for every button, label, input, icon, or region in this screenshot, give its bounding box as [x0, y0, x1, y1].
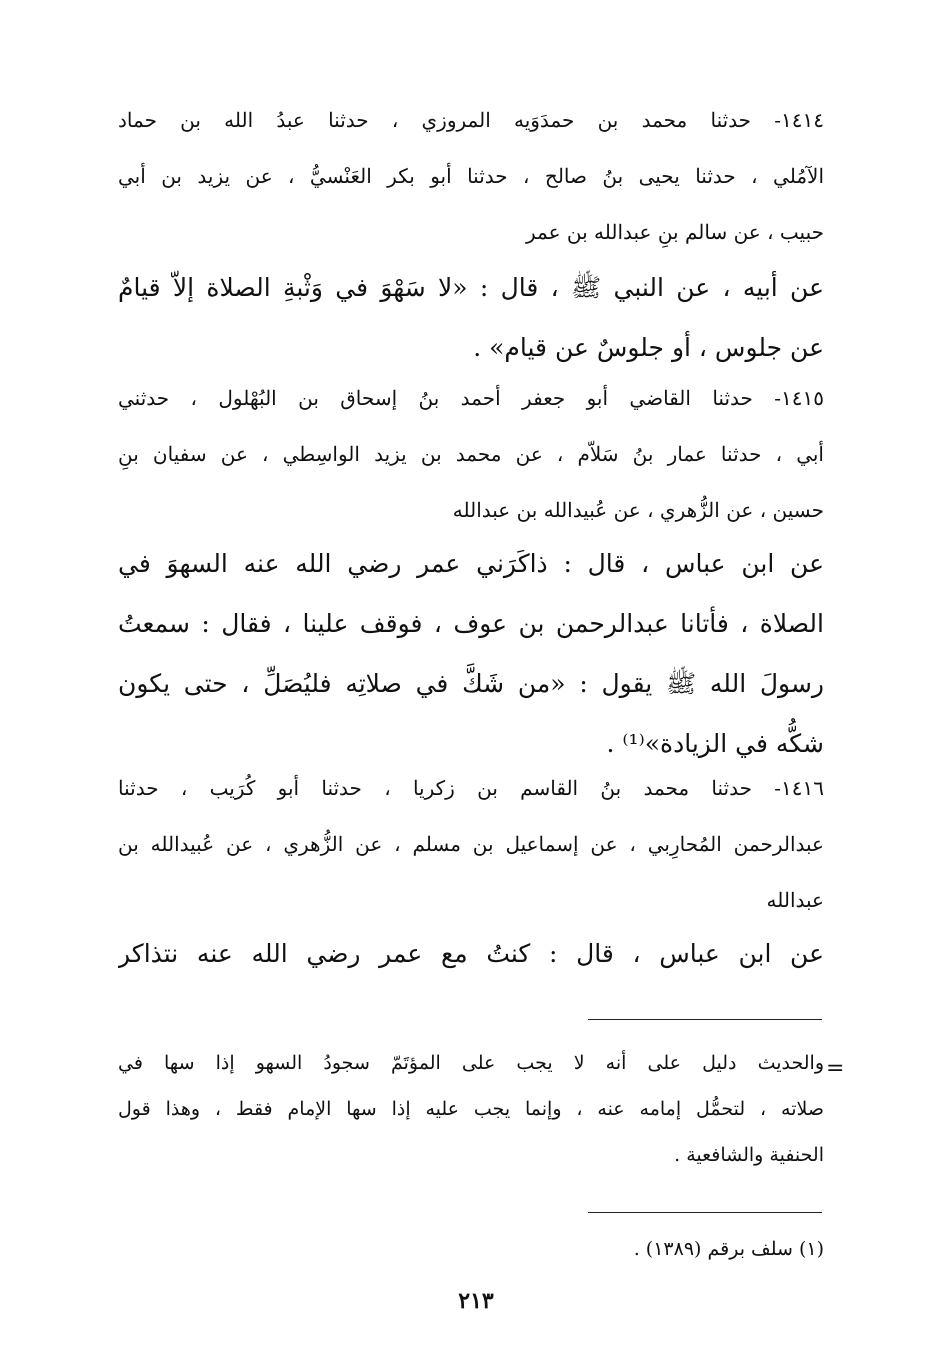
text-line: ١٤١٤- حدثنا محمد بن حمدَوَيه المروزي ، حدثنا عبدُ الله بن حماد [118, 108, 824, 132]
text-line: عن ابن عباس ، قال : كنتُ مع عمر رضي الله عنه نتذاكر [118, 939, 824, 968]
hadith-1415-isnad [118, 370, 824, 538]
page-number: ٢١٣ [458, 1288, 494, 1314]
hadith-1416-matn [118, 924, 824, 984]
footnote [118, 1226, 824, 1272]
text-line: الآمُلي ، حدثنا يحيى بنُ صالح ، حدثنا أبو بكر العَنْسيُّ ، عن يزيد بن أبي [118, 164, 824, 188]
text-line: أبي ، حدثنا عمار بنُ سَلاّم ، عن محمد بن يزيد الواسِطي ، عن سفيان بنِ [118, 442, 824, 466]
text-line: ١٤١٥- حدثنا القاضي أبو جعفر أحمد بنُ إسحاق بن البُهْلول ، حدثني [118, 386, 824, 410]
text-line: ١٤١٦- حدثنا محمد بنُ القاسم بن زكريا ، حدثنا أبو كُرَيب ، حدثنا [118, 776, 824, 800]
text-line: حبيب ، عن سالم بنِ عبدالله بن عمر [525, 220, 824, 244]
continuation-marker: = [826, 1056, 845, 1081]
footnote-text: (١) سلف برقم (١٣٨٩) . [633, 1238, 824, 1260]
text-line: عبدالله [766, 888, 824, 912]
hadith-1414-matn [118, 258, 824, 378]
text-line: الحنفية والشافعية . [674, 1144, 824, 1166]
text-line: عبدالرحمن المُحارِبي ، عن إسماعيل بن مسلم ، عن الزُّهري ، عن عُبيدالله بن [118, 832, 824, 856]
text-line: الصلاة ، فأتانا عبدالرحمن بن عوف ، فوقف علينا ، فقال : سمعتُ [118, 609, 824, 638]
commentary [118, 1040, 824, 1178]
text-line: شكُّه في الزيادة»⁽¹⁾ . [606, 729, 824, 758]
footnote-separator [588, 1019, 822, 1020]
text-line: عن جلوس ، أو جلوسٌ عن قيام» . [473, 333, 824, 362]
text-line: رسولَ الله ﷺ يقول : «من شَكَّ في صلاتِه فليُصَلِّ ، حتى يكون [118, 669, 824, 698]
text-line: والحديث دليل على أنه لا يجب على المؤتَمّ سجودُ السهو إذا سها في [118, 1052, 824, 1074]
text-line: صلاته ، لتحمُّل إمامه عنه ، وإنما يجب عليه إذا سها الإمام فقط ، وهذا قول [118, 1098, 824, 1120]
text-line: حسين ، عن الزُّهري ، عن عُبيدالله بن عبدالله [452, 498, 824, 522]
hadith-1416-isnad [118, 760, 824, 928]
text-line: عن أبيه ، عن النبي ﷺ ، قال : «لا سَهْوَ في وَثْبةِ الصلاة إلاّ قيامٌ [118, 273, 824, 302]
hadith-1415-matn [118, 534, 824, 774]
footnote-separator [588, 1212, 822, 1213]
hadith-1414-isnad [118, 92, 824, 260]
text-line: عن ابن عباس ، قال : ذاكَرَني عمر رضي الله عنه السهوَ في [118, 549, 824, 578]
